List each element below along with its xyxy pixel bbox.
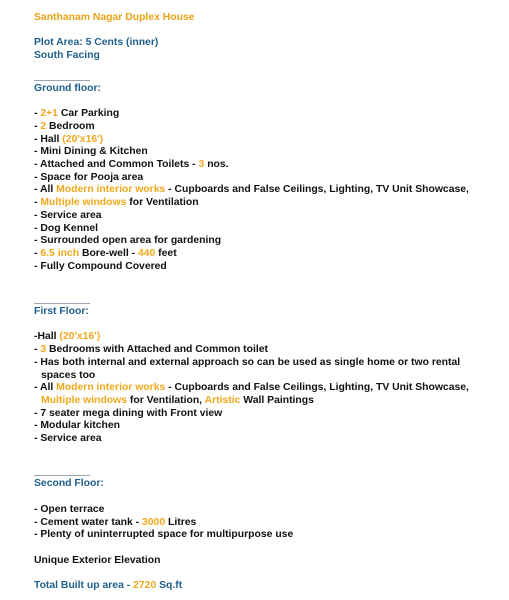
item-text: - Modular kitchen (34, 420, 121, 432)
first-floor-list (34, 331, 509, 445)
list-item (34, 159, 509, 172)
highlight-text: Artistic (204, 394, 241, 406)
total-label: Total Built up area - (34, 580, 134, 591)
list-item (34, 108, 509, 121)
item-text: - Attached and Common Toilets - (34, 159, 199, 170)
item-text: - (34, 247, 41, 259)
item-text: - Plenty of uninterrupted space for multipurpose use (34, 529, 294, 541)
item-text: nos. (204, 159, 229, 170)
item-text: - Service area (34, 433, 102, 445)
item-text: Wall Paintings (240, 394, 314, 406)
list-item (34, 210, 509, 223)
item-text: spaces too (41, 369, 96, 381)
highlight-text: 3000 (141, 516, 166, 528)
item-text: - Cupboards and False Ceilings, Lighting, TV Unit Showcase, (165, 382, 469, 394)
second-floor-heading: Second Floor: (34, 475, 509, 491)
list-item (34, 344, 509, 357)
highlight-text: (20'x16') (62, 133, 104, 145)
list-item (34, 223, 509, 236)
item-text: - Mini Dining & Kitchen (34, 146, 148, 158)
total-built-up-area (34, 580, 509, 593)
item-text: - Hall (34, 133, 63, 145)
list-item (34, 146, 509, 159)
item-text: Bedrooms with Attached and Common toilet (46, 344, 269, 356)
item-text: for Ventilation, (127, 394, 205, 406)
list-item (34, 529, 509, 542)
highlight-text: 2 (40, 120, 47, 132)
highlight-text: 2+1 (40, 108, 58, 120)
highlight-text: 440 (137, 247, 156, 259)
highlight-text: 3 (198, 159, 205, 170)
ground-floor-list (34, 108, 509, 273)
list-item (34, 331, 509, 344)
item-text: Bedroom (46, 120, 95, 132)
list-item (34, 248, 509, 261)
item-text: - Service area (34, 209, 102, 221)
item-text: Car Parking (58, 108, 120, 120)
item-text: feet (155, 247, 177, 259)
list-item (34, 395, 509, 408)
total-value: 2720 (133, 580, 157, 591)
item-text: - Space for Pooja area (34, 171, 144, 183)
list-item (34, 235, 509, 248)
plot-area: Plot Area: 5 Cents (inner) (34, 37, 159, 49)
item-text: - Open terrace (34, 503, 105, 515)
list-item (34, 197, 509, 210)
highlight-text: Modern interior works (56, 184, 166, 196)
item-text: - Cement water tank - (34, 516, 142, 528)
listing-title: Santhanam Nagar Duplex House (34, 12, 195, 23)
highlight-text: 3 (40, 344, 47, 356)
ground-floor-heading: Ground floor: (34, 80, 509, 96)
list-item (34, 408, 509, 421)
item-text: -Hall (34, 331, 60, 343)
item-text: Bore-well - (79, 247, 138, 259)
item-text: - All (34, 184, 57, 196)
highlight-text: Multiple windows (40, 197, 127, 209)
item-text: - Has both internal and external approach so can be used as single home or two rental (34, 356, 461, 368)
list-item (34, 134, 509, 147)
facing: South Facing (34, 50, 100, 62)
item-text: Litres (165, 516, 197, 528)
highlight-text: Modern interior works (56, 382, 166, 394)
list-item (34, 357, 509, 370)
list-item (34, 172, 509, 185)
item-text: - (34, 197, 41, 209)
list-item (34, 420, 509, 433)
item-text: - (34, 344, 41, 356)
highlight-text: 6.5 inch (40, 247, 80, 259)
item-text: - Dog Kennel (34, 222, 99, 234)
list-item (34, 121, 509, 134)
list-item (34, 184, 509, 197)
list-item (34, 433, 509, 446)
list-item (34, 517, 509, 530)
exterior-elevation: Unique Exterior Elevation (34, 554, 161, 566)
total-unit: Sq.ft (156, 580, 183, 591)
item-text: - (34, 120, 41, 132)
item-text: - 7 seater mega dining with Front view (34, 407, 223, 419)
list-item (34, 382, 509, 395)
list-item (34, 261, 509, 274)
list-item (34, 370, 509, 383)
item-text: - Fully Compound Covered (34, 260, 167, 272)
first-floor-heading: First Floor: (34, 303, 509, 319)
second-floor-list (34, 504, 509, 542)
highlight-text: (20'x16') (59, 331, 101, 343)
item-text: - Cupboards and False Ceilings, Lighting, TV Unit Showcase, (165, 184, 469, 196)
item-text: for Ventilation (126, 197, 199, 209)
list-item (34, 504, 509, 517)
item-text: - Surrounded open area for gardening (34, 235, 222, 247)
highlight-text: Multiple windows (41, 394, 128, 406)
item-text: - All (34, 382, 57, 394)
item-text: - (34, 108, 41, 120)
